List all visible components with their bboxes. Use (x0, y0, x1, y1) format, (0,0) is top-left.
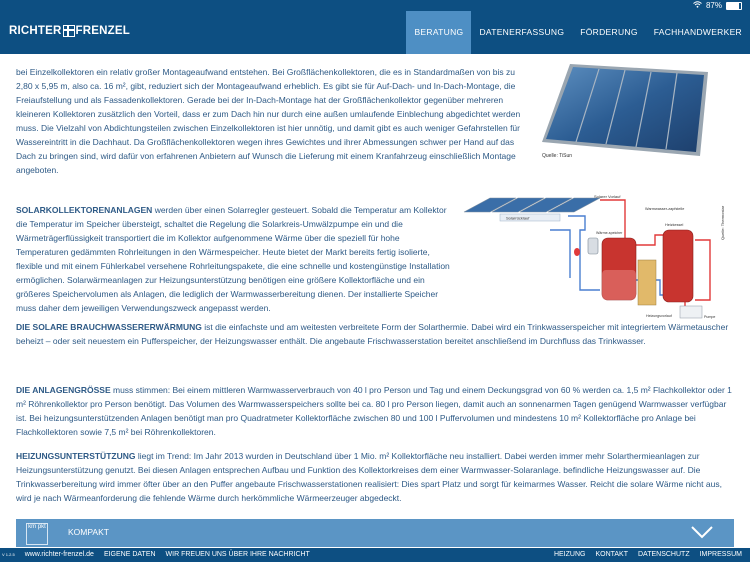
footer-link-nachricht[interactable]: WIR FREUEN UNS ÜBER IHRE NACHRICHT (165, 551, 310, 558)
label-heizkessel: Heizkessel (665, 223, 684, 227)
kompakt-accordion[interactable] (16, 519, 734, 547)
footer-bar (0, 548, 750, 562)
battery-icon (726, 2, 742, 10)
logo-text-left: RICHTER (9, 25, 62, 37)
label-zapfstelle: Warmwasser-zapfstelle (645, 207, 685, 211)
heading-anlagengroesse: DIE ANLAGENGRÖSSE (16, 385, 111, 395)
footer-link-website[interactable]: www.richter-frenzel.de (24, 551, 94, 558)
main-nav (406, 11, 750, 54)
footer-link-heizung[interactable]: HEIZUNG (553, 551, 586, 558)
footer-link-kontakt[interactable]: KONTAKT (595, 551, 628, 558)
label-pumpe: Pumpe (704, 315, 716, 319)
battery-percent: 87% (705, 1, 722, 10)
radiator-icon (680, 306, 702, 318)
label-heizung: Heizungsvorlauf (646, 314, 672, 318)
app-version: V 1.2.5 (2, 552, 15, 557)
kompakt-icon: km pkt (26, 523, 48, 545)
solar-panel-image (540, 62, 710, 162)
top-navigation (0, 11, 750, 54)
status-bar (0, 0, 750, 11)
paragraph-brauchwasser: DIE SOLARE BRAUCHWASSERERWÄRMUNG ist die einfachste und am weitesten verbreitete Form der Solarthermie. Dabei wird ein Trinkwasserspeicher mit integriertem Wärmetauscher beheizt – oder seit neuestem ein Pufferspeicher, der Heizungswasser enthält. Die angebaute Frischwasserstation bereitet anschließend im Durchfluss das Trinkwasser. (16, 322, 729, 346)
nav-foerderung[interactable]: FÖRDERUNG (580, 27, 638, 37)
heading-solarkollektoren: SOLARKOLLEKTORENANLAGEN (16, 205, 153, 215)
label-solarer-vorlauf: Solarer Vorlauf (594, 194, 621, 199)
footer-link-datenschutz[interactable]: DATENSCHUTZ (638, 551, 690, 558)
heading-brauchwasser: DIE SOLARE BRAUCHWASSERERWÄRMUNG (16, 322, 202, 332)
nav-beratung[interactable]: BERATUNG (406, 11, 471, 54)
expansion-vessel-icon (574, 248, 580, 256)
footer-link-eigene-daten[interactable]: EIGENE DATEN (103, 551, 156, 558)
paragraph-heizungsunterstuetzung: HEIZUNGSUNTERSTÜTZUNG liegt im Trend: Im Jahr 2013 wurden in Deutschland über 1 Mio. m² Kollektorfläche neu installiert. Dabei werden immer mehr Solarthermieanlagen zur Heizungsunterstützung genutzt. Bei diesen Anlagen entsprechen Aufbau und Funktion des Kollektorkreises dem einer Warmwasser-Solaranlage. befindliche Heizungswasser auf. Die Trinkwasserbereitung wird immer öfter über an den Puffer angebaute Frischwasserstationen realisiert: Dies spart Platz und sorgt für keimarmes Wasser. Reicht die solare Wärme nicht aus, wird je nach Wärmeanforderung die fehlende Wärme durch herkömmliche Wärmeerzeuger abgedeckt. (16, 451, 722, 503)
logo-text-right: FRENZEL (75, 25, 130, 37)
paragraph-solarkollektoren: SOLARKOLLEKTORENANLAGEN werden über einen Solarregler gesteuert. Sobald die Temperatur am Kollektor die Temperatur im Speicher übersteigt, schaltet die Regelung die Solarkreis-Umwälzpumpe ein und die Wärmeträgerflüssigkeit transportiert die im Kollektor aufgenommene Wärme über die speziell für hohe Temperaturen gedämmten Rohrleitungen in den Wärmespeicher. Heute bietet der Markt bereits fertig isolierte, flexible und mit einem Fühlerkabel versehene Rohrleitungspakete, die eine schnelle und kostengünstige Installation ermöglichen. Solarwärmeanlagen zur Heizungsunterstützung benötigen eine größere Kollektorfläche und ein größeres Speichervolumen als Anlagen, die lediglich der Warmwasserbereitung dienen. Der installierte Speicher muss daher dem jeweiligen Verwendungszweck angepasst werden. (16, 205, 450, 313)
footer-link-impressum[interactable]: IMPRESSUM (699, 551, 742, 558)
kompakt-label: KOMPAKT (68, 527, 109, 537)
logo[interactable] (9, 25, 130, 37)
heading-heizungsunterstuetzung: HEIZUNGSUNTERSTÜTZUNG (16, 451, 136, 461)
image-caption: Quelle: TiSun (542, 153, 573, 159)
chevron-down-icon[interactable] (690, 525, 714, 544)
collector-panels (464, 198, 600, 212)
paragraph-grossflaechen: bei Einzelkollektoren ein relativ großer Montageaufwand entstehen. Bei Großflächenkollektoren, die es in Standardmaßen von bis zu 2,80 x 5,95 m, also ca. 16 m², gibt, reduziert sich der Montageaufwand erheblich. Es gibt sie für Auf-Dach- und In-Dach-Montage, die Freiaufstellung und als Fassadenkollektoren. Gerade bei der In-Dach-Montage hat der Großflächenkollektor gegenüber mehreren kleineren Kollektoren zusätzlich den Vorteil, dass er zum Dach hin nur durch eine außen umlaufende Einblechung abgedichtet werden muss. Die Vielzahl von Abdichtungsteilen zwischen Einzelkollektoren ist hier unnötig, und damit gibt es auch weniger Gefahrstellen für Wassereintritt in die Dachhaut. Da Großflächenkollektoren wegen ihres Gewichtes und ihrer Abmessungen schwer per Hand auf das Dach zu bringen sind, wird dafür von erfahrenen Anbietern auf Wunsch die Lieferung mit einem Kranfahrzeug einschließlich Montage angeboten. (16, 67, 521, 175)
label-speicher: Wärme-speicher (596, 231, 623, 235)
wifi-icon (693, 1, 702, 10)
solar-system-diagram (460, 190, 730, 325)
logo-cross-icon (63, 25, 75, 37)
nav-fachhandwerker[interactable]: FACHHANDWERKER (653, 27, 742, 37)
diagram-source: Quelle: Thermostar (720, 205, 725, 240)
paragraph-anlagengroesse: DIE ANLAGENGRÖSSE muss stimmen: Bei einem mittleren Warmwasserverbrauch von 40 l pro Person und Tag und einem Deckungsgrad von 60 % werden ca. 1,5 m² Flachkollektor oder 1 m² Röhrenkollektor pro Person benötigt. Das Volumen des Warmwasserspeichers sollte bei ca. 80 l pro Person liegen, damit auch an sonnenarmen Tagen genügend Warmwasser verfügbar ist. Bei heizungsunterstützenden Anlagen benötigt man pro Quadratmeter Kollektorfläche zwischen 80 und 100 l Puffervolumen und mindestens 10 m² Kollektorfläche pro Anlage bei Flachkollektoren sowie 7,5 m² bei Röhrenkollektoren. (16, 385, 732, 437)
label-solarruecklauf: Solarrücklauf (506, 215, 530, 221)
nav-datenerfassung[interactable]: DATENERFASSUNG (479, 27, 565, 37)
